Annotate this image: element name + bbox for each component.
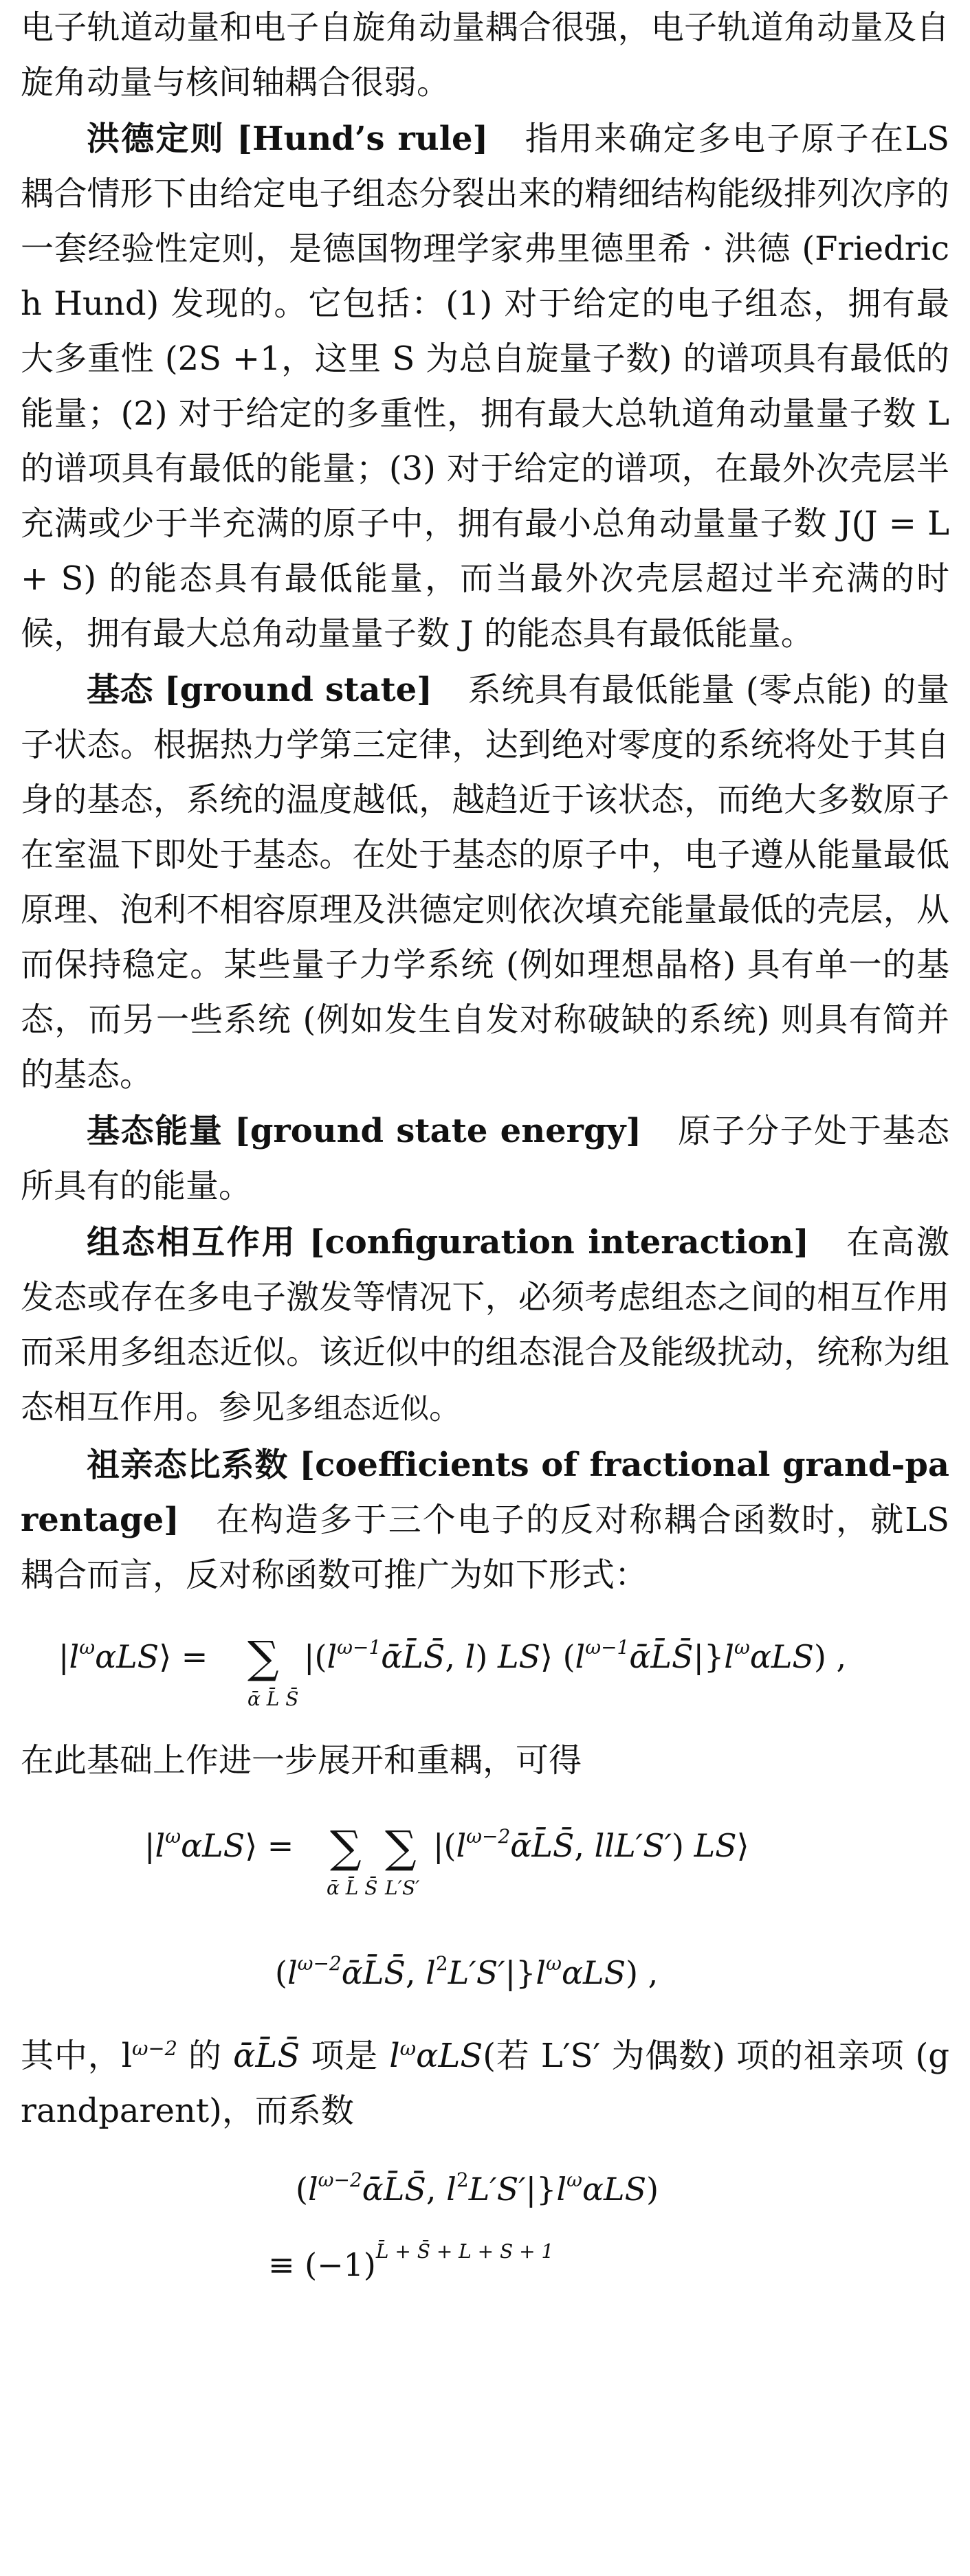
intro-paragraph bbox=[21, 0, 949, 110]
entry-text: 在高激发态或存在多电子激发等情况下，必须考虑组态之间的相互作用而采用多组态近似。该近似中的组态混合及能级扰动，统称为组态相互作用。参见 bbox=[21, 1223, 949, 1426]
after-equation-2 bbox=[21, 2028, 949, 2138]
entry-term: 组态相互作用 bbox=[87, 1223, 297, 1262]
eq2-sum-sign-1: ∑ bbox=[330, 1822, 362, 1873]
eq2-sum-sign-2: ∑ bbox=[385, 1822, 417, 1873]
entry-text: 原子分子处于基态所具有的能量。 bbox=[21, 1112, 949, 1205]
after-equation-1 bbox=[21, 1733, 949, 1788]
superscript: ω−2 bbox=[131, 2037, 177, 2060]
eq2-sum-index-2: L′S′ bbox=[385, 1877, 420, 1899]
entry-english: [ground state energy] bbox=[234, 1112, 642, 1150]
after-eq1-text: 在此基础上作进一步展开和重耦，可得 bbox=[21, 1741, 582, 1780]
eq2-lhs: $|l^\omega\alpha LS⟩$ = bbox=[144, 1825, 294, 1864]
cross-reference[interactable]: 多组态近似 bbox=[285, 1391, 430, 1425]
equation-3-graphic bbox=[21, 2138, 949, 2296]
eq3-coefficient: ($l^{\omega-2}ᾱL̄S̄$, $l^2L'S'|\}l^\omega\alpha LS$) bbox=[296, 2169, 659, 2208]
intro-text: 电子轨道动量和电子自旋角动量耦合很强，电子轨道角动量及自旋角动量与核间轴耦合很弱。 bbox=[21, 8, 949, 102]
equation-1-graphic bbox=[21, 1602, 949, 1733]
eq2-second-line: ($l^{\omega-2}ᾱL̄S̄$, $l^2L'S'|\}l^\omega\alpha LS$) , bbox=[275, 1952, 659, 1991]
after-eq2-text: 其中，l bbox=[21, 2037, 132, 2075]
math-term: ᾱL̄S̄ bbox=[233, 2037, 300, 2075]
entry-text: 指用来确定多电子原子在LS 耦合情形下由给定电子组态分裂出来的精细结构能级排列次序的一套经验性定则，是德国物理学家弗里德里希 · 洪德 (Friedrich Hund) 发现的。它包括：(1) 对于给定的电子组态，拥有最大多重性 (2S +1，这里 S 为总自旋量子数) 的谱项具有最低的能量；(2) 对于给定的多重性，拥有最大总轨道角动量量子数 L 的谱项具有最低的能量；(3) 对于给定的谱项，在最外次壳层半充满或少于半充满的原子中，拥有最小总角动量量子数 J(J = L + S) 的能态具有最低能量，而当最外次壳层超过半充满的时候，拥有最大总角动量量子数 J 的能态具有最低能量。 bbox=[21, 120, 949, 653]
eq1-sum-sign: ∑ bbox=[247, 1633, 279, 1683]
mid-text: 项是 bbox=[300, 2037, 390, 2075]
equation-3 bbox=[21, 2138, 949, 2296]
mid-text: 的 bbox=[177, 2037, 234, 2075]
entry-text: 系统具有最低能量 (零点能) 的量子状态。根据热力学第三定律，达到绝对零度的系统将处于其自身的基态，系统的温度越低，越趋近于该状态，而绝大多数原子在室温下即处于基态。在处于基态的原子中，电子遵从能量最低原理、泡利不相容原理及洪德定则依次填充能量最低的壳层，从而保持稳定。某些量子力学系统 (例如理想晶格) 具有单一的基态，而另一些系统 (例如发生自发对称破缺的系统) 则具有简并的基态。 bbox=[21, 671, 949, 1094]
equation-2 bbox=[21, 1788, 949, 2028]
entry-configuration-interaction bbox=[21, 1215, 949, 1436]
entry-term: 基态 bbox=[87, 671, 154, 709]
entry-ground-state bbox=[21, 662, 949, 1102]
math-term: $l^\omega\alpha LS$ bbox=[389, 2037, 483, 2075]
eq2-sum-index-1: ᾱ L̄ S̄ bbox=[327, 1877, 378, 1899]
entry-ground-state-energy bbox=[21, 1104, 949, 1213]
mid-text: (若 L′S′ 为偶数) 项的祖亲项 (grandparent)，而系数 bbox=[21, 2037, 949, 2130]
entry-english: [ground state] bbox=[164, 671, 432, 709]
entry-english: [coefficients of fractional grand-parentage] bbox=[21, 1446, 949, 1539]
entry-term: 洪德定则 bbox=[87, 120, 225, 158]
eq2-rhs: $|(l^{\omega-2}ᾱL̄S̄$, llL′S′) LS⟩ bbox=[433, 1825, 749, 1864]
entry-grandparentage bbox=[21, 1437, 949, 1602]
entry-hund bbox=[21, 111, 949, 661]
eq3-sign: ≡ $(-1)^{L̄ + S̄ + L + S + 1}$ bbox=[268, 2240, 554, 2283]
entry-text: 在构造多于三个电子的反对称耦合函数时，就LS 耦合而言，反对称函数可推广为如下形式： bbox=[21, 1501, 950, 1594]
eq1-sum-index: ᾱ L̄ S̄ bbox=[247, 1688, 299, 1710]
entry-term: 基态能量 bbox=[87, 1112, 223, 1150]
entry-english: [configuration interaction] bbox=[309, 1223, 809, 1262]
equation-1 bbox=[21, 1602, 949, 1733]
eq1-lhs: $|l^\omega\alpha LS⟩$ = bbox=[58, 1636, 208, 1675]
equation-2-graphic bbox=[21, 1788, 949, 2028]
entry-english: [Hund’s rule] bbox=[236, 120, 489, 158]
entry-term: 祖亲态比系数 bbox=[87, 1446, 289, 1484]
entry-text-end: 。 bbox=[429, 1388, 463, 1426]
eq1-rhs: $|(l^{\omega-1}ᾱL̄S̄$, l) LS⟩ $(l^{\omega-1}ᾱL̄S̄|\}l^\omega\alpha LS$) , bbox=[304, 1636, 847, 1675]
